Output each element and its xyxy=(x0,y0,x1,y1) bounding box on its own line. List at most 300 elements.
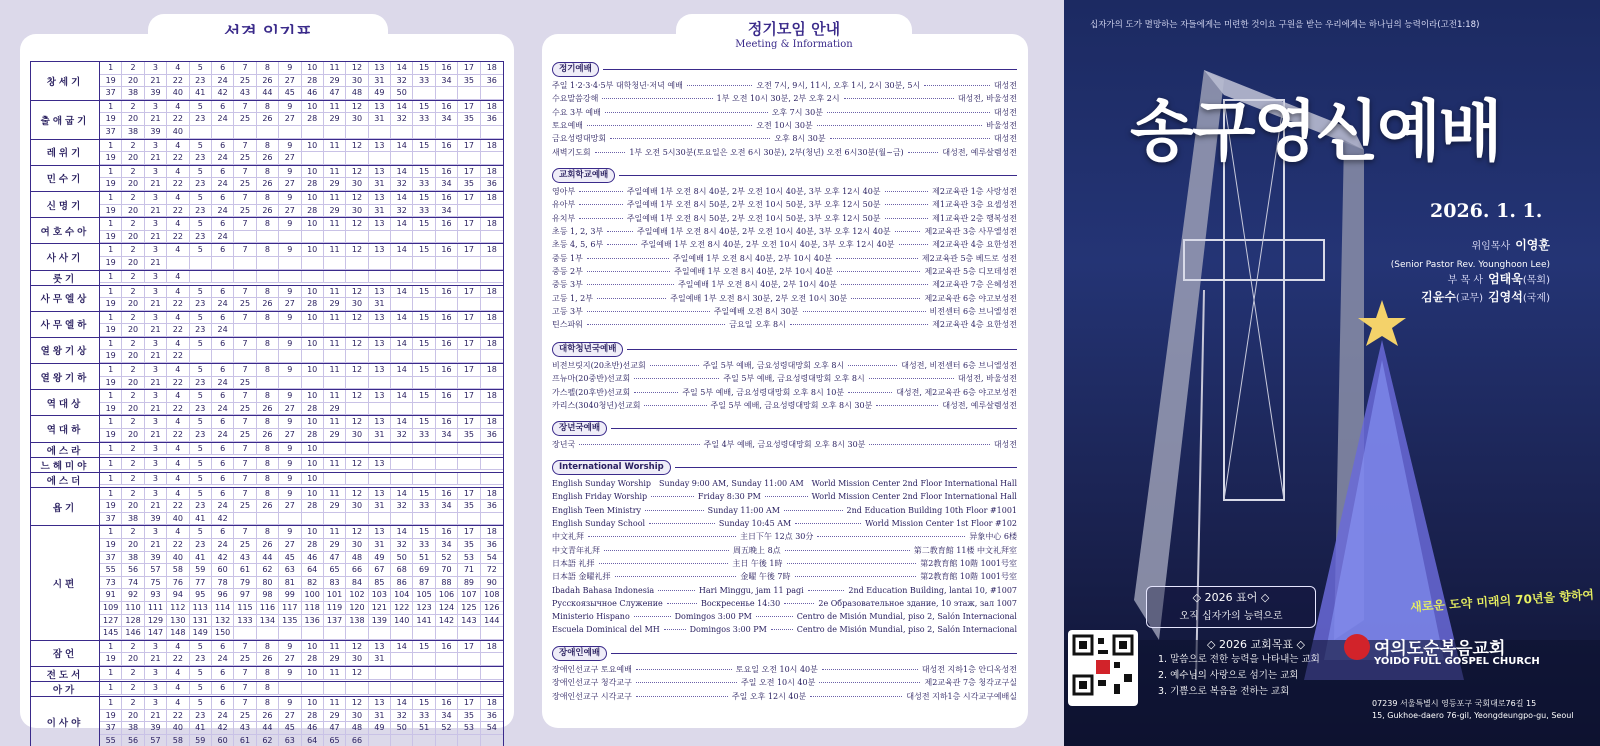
bible-chapter-cell xyxy=(391,627,413,640)
bible-chapter-grid xyxy=(100,458,504,472)
dot-leader xyxy=(841,284,928,285)
bible-chapter-cell: 12 xyxy=(346,140,368,153)
dot-leader xyxy=(607,231,633,232)
dot-leader xyxy=(651,496,694,497)
meeting-time: Hari Minggu, jam 11 pagi xyxy=(698,585,804,595)
bible-chapter-cell: 16 xyxy=(436,416,458,429)
meeting-place: Centro de Misión Mundial, piso 2, Salón Internacional xyxy=(796,625,1018,635)
bible-chapter-cell xyxy=(458,87,480,100)
bible-chapter-cell: 1 xyxy=(100,473,122,486)
bible-book-name: 사무엘상 xyxy=(30,286,100,311)
bible-chapter-cell: 4 xyxy=(167,166,189,179)
bible-chapter-cell: 51 xyxy=(413,722,435,735)
bible-book-name: 신명기 xyxy=(30,192,100,217)
bible-chapter-cell: 3 xyxy=(145,458,167,471)
bible-chapter-cell: 15 xyxy=(413,62,435,75)
bible-chapter-cell: 9 xyxy=(279,390,301,403)
bible-chapter-grid xyxy=(100,271,504,285)
bible-chapter-cell xyxy=(436,513,458,526)
bible-book-name: 레위기 xyxy=(30,140,100,165)
bible-book-name: 에스더 xyxy=(30,473,100,487)
meeting-name: 비전브릿지(20초반)선교회 xyxy=(552,361,646,371)
meeting-time: 1부 오전 10시 30분, 2부 오후 2시 xyxy=(716,94,840,104)
pastor-note-3: (교무) xyxy=(1455,293,1483,304)
bible-chapter-cell: 37 xyxy=(100,722,122,735)
bible-book-row xyxy=(30,363,504,390)
info-row xyxy=(552,119,1017,132)
bible-chapter-cell: 3 xyxy=(145,286,167,299)
bible-chapter-cell: 28 xyxy=(302,298,324,311)
bible-chapter-cell: 125 xyxy=(458,602,480,615)
bible-chapter-cell: 45 xyxy=(279,87,301,100)
bible-chapter-cell: 11 xyxy=(324,166,346,179)
bible-chapter-cell: 33 xyxy=(413,710,435,723)
bible-chapter-cell: 20 xyxy=(122,231,144,244)
bible-chapter-cell: 93 xyxy=(145,589,167,602)
bible-chapter-cell: 5 xyxy=(190,364,212,377)
bible-chapter-cell: 132 xyxy=(212,615,234,628)
info-row xyxy=(552,543,1017,556)
bible-chapter-cell xyxy=(302,126,324,139)
bible-chapter-cell: 11 xyxy=(324,244,346,257)
bible-chapter-cell: 30 xyxy=(346,653,368,666)
bible-chapter-cell xyxy=(257,377,279,390)
bible-chapter-cell: 15 xyxy=(413,526,435,539)
bible-chapter-cell xyxy=(302,324,324,337)
bible-chapter-cell: 12 xyxy=(346,416,368,429)
bible-chapter-cell: 18 xyxy=(481,641,503,654)
bible-chapter-cell: 18 xyxy=(481,364,503,377)
meeting-name: 中文青年礼拜 xyxy=(552,545,600,555)
bible-chapter-cell: 14 xyxy=(391,526,413,539)
bible-chapter-cell: 99 xyxy=(279,589,301,602)
bible-chapter-cell: 15 xyxy=(413,697,435,710)
bible-chapter-cell: 135 xyxy=(279,615,301,628)
meeting-name: 금요성령대망회 xyxy=(552,134,607,144)
bible-chapter-cell: 22 xyxy=(167,113,189,126)
bible-chapter-cell: 14 xyxy=(391,101,413,114)
bible-chapter-cell: 7 xyxy=(234,473,256,486)
bible-chapter-cell xyxy=(257,350,279,363)
bible-chapter-cell: 20 xyxy=(122,429,144,442)
meeting-name: 새벽기도회 xyxy=(552,147,591,157)
dot-leader xyxy=(587,271,670,272)
meeting-place: Centro de Misión Mundial, piso 2, Salón Internacional xyxy=(796,612,1017,622)
bible-chapter-cell: 96 xyxy=(212,589,234,602)
bible-chapter-cell: 47 xyxy=(324,722,346,735)
bible-chapter-cell: 4 xyxy=(167,312,189,325)
meeting-name: 초등 4, 5, 6부 xyxy=(552,240,604,250)
bible-chapter-cell: 35 xyxy=(458,178,480,191)
bible-chapter-cell xyxy=(481,231,503,244)
bible-chapter-cell: 1 xyxy=(100,697,122,710)
bible-chapter-cell: 36 xyxy=(481,75,503,88)
bible-chapter-cell: 97 xyxy=(234,589,256,602)
bible-chapter-cell: 18 xyxy=(481,390,503,403)
bible-chapter-cell: 2 xyxy=(122,390,144,403)
info-row xyxy=(552,305,1017,318)
bible-chapter-cell: 23 xyxy=(190,710,212,723)
bible-chapter-cell: 14 xyxy=(391,338,413,351)
bible-chapter-cell: 42 xyxy=(212,552,234,565)
bible-chapter-cell: 82 xyxy=(302,577,324,590)
meeting-place: 비전센터 6층 브니엘성전 xyxy=(929,306,1017,316)
bible-chapter-cell: 120 xyxy=(346,602,368,615)
bible-chapter-cell: 15 xyxy=(413,488,435,501)
bible-chapter-cell xyxy=(257,271,279,284)
bible-chapter-grid xyxy=(100,312,504,337)
bible-book-name: 시편 xyxy=(30,526,100,639)
bible-chapter-cell: 9 xyxy=(279,697,301,710)
meeting-name: 틴스파워 xyxy=(552,320,583,330)
meeting-time: 주일예배 1부 오전 8시 40분, 2부 오전 10시 40분, 3부 오후 12시 40분 xyxy=(640,240,895,250)
bible-chapter-cell: 42 xyxy=(212,513,234,526)
bible-chapter-cell xyxy=(458,126,480,139)
dot-leader xyxy=(795,523,861,524)
meeting-name: 장애인선교구 청각교구 xyxy=(552,678,632,688)
bible-chapter-cell: 62 xyxy=(257,735,279,746)
meeting-time: Воскресенье 14:30 xyxy=(700,598,781,608)
bible-chapter-cell xyxy=(436,152,458,165)
bible-chapter-cell: 10 xyxy=(302,526,324,539)
bible-chapter-cell: 14 xyxy=(391,218,413,231)
bible-chapter-cell: 13 xyxy=(369,458,391,471)
bible-book-row xyxy=(30,337,504,364)
bible-chapter-cell: 15 xyxy=(413,166,435,179)
bible-chapter-cell: 29 xyxy=(324,653,346,666)
meeting-name: 장년국 xyxy=(552,440,576,450)
bible-chapter-cell: 21 xyxy=(145,324,167,337)
bible-chapter-cell: 20 xyxy=(122,205,144,218)
bible-chapter-cell: 19 xyxy=(100,429,122,442)
bible-chapter-cell: 5 xyxy=(190,526,212,539)
church-name-kr: 여의도순복음교회 xyxy=(1374,639,1506,659)
bible-book-name: 느헤미야 xyxy=(30,458,100,472)
bible-chapter-cell: 9 xyxy=(279,286,301,299)
bible-chapter-cell: 16 xyxy=(436,218,458,231)
bible-chapter-cell: 11 xyxy=(324,416,346,429)
bible-chapter-cell: 11 xyxy=(324,667,346,680)
goal-3: 3. 기쁨으로 복음을 전하는 교회 xyxy=(1158,686,1290,697)
bible-chapter-cell xyxy=(458,403,480,416)
dot-leader xyxy=(579,191,623,192)
bible-chapter-cell: 22 xyxy=(167,350,189,363)
dot-leader xyxy=(687,85,753,86)
bible-chapter-cell: 5 xyxy=(190,641,212,654)
dot-leader xyxy=(869,378,954,379)
bible-chapter-cell: 6 xyxy=(212,390,234,403)
bible-chapter-cell: 14 xyxy=(391,416,413,429)
bible-chapter-cell: 98 xyxy=(257,589,279,602)
meeting-time: 金曜 午後 7時 xyxy=(740,572,791,582)
bible-chapter-cell: 10 xyxy=(302,312,324,325)
meeting-time: 주일예배 1부 오전 8시 30분, 2부 오전 10시 30분 xyxy=(670,293,848,303)
bible-chapter-cell xyxy=(413,377,435,390)
bible-chapter-cell: 13 xyxy=(369,166,391,179)
bible-chapter-cell xyxy=(436,667,458,680)
bible-chapter-cell: 9 xyxy=(279,526,301,539)
bible-chapter-cell: 21 xyxy=(145,539,167,552)
bible-chapter-cell: 8 xyxy=(257,390,279,403)
bible-chapter-cell xyxy=(436,403,458,416)
bible-chapter-cell: 19 xyxy=(100,324,122,337)
bible-chapter-cell: 55 xyxy=(100,564,122,577)
bible-chapter-cell: 4 xyxy=(167,271,189,284)
pastor-name-4: 김영석 xyxy=(1488,290,1523,304)
bible-chapter-cell: 84 xyxy=(346,577,368,590)
bible-chapter-cell: 2 xyxy=(122,682,144,695)
meeting-time: 주일예배 1부 오전 8시 40분, 2부 10시 40분 xyxy=(672,253,832,263)
bible-chapter-cell xyxy=(436,126,458,139)
bible-chapter-cell xyxy=(346,152,368,165)
bible-chapter-cell: 41 xyxy=(190,722,212,735)
bible-chapter-cell xyxy=(302,513,324,526)
bible-chapter-cell: 23 xyxy=(190,75,212,88)
bible-book-name: 여호수아 xyxy=(30,218,100,243)
bible-chapter-cell: 19 xyxy=(100,257,122,270)
assoc-pastor-note: (목회) xyxy=(1522,275,1550,286)
bible-book-row xyxy=(30,681,504,697)
dot-leader xyxy=(817,536,965,537)
bible-chapter-cell: 31 xyxy=(369,113,391,126)
bible-book-name: 전도서 xyxy=(30,667,100,681)
bible-book-name: 창세기 xyxy=(30,62,100,100)
bible-chapter-cell: 10 xyxy=(302,443,324,456)
bible-chapter-cell: 19 xyxy=(100,539,122,552)
bible-chapter-cell xyxy=(346,257,368,270)
info-row xyxy=(552,676,1017,689)
info-section-header xyxy=(552,62,1017,77)
bible-chapter-cell: 9 xyxy=(279,641,301,654)
bible-chapter-cell: 17 xyxy=(458,364,480,377)
bible-chapter-cell: 7 xyxy=(234,338,256,351)
bible-chapter-cell: 41 xyxy=(190,87,212,100)
meeting-time: 금요일 오후 8시 xyxy=(729,320,786,330)
bible-chapter-cell: 2 xyxy=(122,166,144,179)
bible-chapter-cell: 8 xyxy=(257,140,279,153)
bible-chapter-cell: 11 xyxy=(324,312,346,325)
bible-chapter-cell: 5 xyxy=(190,416,212,429)
meeting-place: 제2교육관 4층 요한성전 xyxy=(932,320,1018,330)
bible-chapter-cell: 15 xyxy=(413,364,435,377)
bible-chapter-cell: 8 xyxy=(257,312,279,325)
dot-leader xyxy=(836,258,918,259)
bible-chapter-cell xyxy=(413,458,435,471)
bible-chapter-cell: 15 xyxy=(413,192,435,205)
bible-chapter-cell: 25 xyxy=(234,75,256,88)
bible-chapter-cell: 31 xyxy=(369,429,391,442)
bible-chapter-cell: 11 xyxy=(324,338,346,351)
bible-chapter-cell: 50 xyxy=(391,722,413,735)
bible-chapter-cell: 24 xyxy=(212,539,234,552)
bible-chapter-cell: 21 xyxy=(145,231,167,244)
bible-chapter-cell: 5 xyxy=(190,697,212,710)
cover-verse: 십자가의 도가 멸망하는 자들에게는 미련한 것이요 구원을 받는 우리에게는 하나님의 능력이라(고전1:18) xyxy=(1090,20,1480,30)
bible-chapter-cell xyxy=(369,513,391,526)
bible-chapter-cell: 18 xyxy=(481,416,503,429)
church-name-en: YOIDO FULL GOSPEL CHURCH xyxy=(1374,656,1540,667)
meeting-time: 주일예배 오전 8시 30분 xyxy=(713,306,799,316)
bible-chapter-cell xyxy=(302,231,324,244)
bible-chapter-cell: 12 xyxy=(346,192,368,205)
bible-chapter-cell: 7 xyxy=(234,101,256,114)
bible-chapter-cell: 24 xyxy=(212,710,234,723)
qr-code[interactable] xyxy=(1068,630,1138,706)
bible-chapter-cell: 4 xyxy=(167,458,189,471)
bible-chapter-cell: 4 xyxy=(167,526,189,539)
bible-chapter-cell: 2 xyxy=(122,526,144,539)
info-row xyxy=(552,597,1017,610)
bible-chapter-cell: 10 xyxy=(302,641,324,654)
dot-leader xyxy=(885,218,929,219)
bible-chapter-cell: 18 xyxy=(481,140,503,153)
bible-chapter-cell: 49 xyxy=(369,87,391,100)
bible-chapter-cell: 81 xyxy=(279,577,301,590)
bible-chapter-cell: 1 xyxy=(100,271,122,284)
bible-chapter-cell xyxy=(391,458,413,471)
dot-leader xyxy=(885,191,929,192)
bible-chapter-cell: 18 xyxy=(481,312,503,325)
bible-chapter-cell: 17 xyxy=(458,218,480,231)
bible-chapter-cell: 19 xyxy=(100,113,122,126)
bible-chapter-cell: 7 xyxy=(234,416,256,429)
bible-chapter-cell: 10 xyxy=(302,390,324,403)
bible-chapter-cell xyxy=(346,271,368,284)
bible-chapter-cell: 2 xyxy=(122,271,144,284)
info-section-title: 대학청년국예배 xyxy=(552,342,623,357)
bible-chapter-cell: 1 xyxy=(100,526,122,539)
bible-chapter-cell: 23 xyxy=(190,205,212,218)
bible-chapter-cell xyxy=(458,205,480,218)
bible-chapter-cell: 142 xyxy=(436,615,458,628)
meeting-place: 대성전, 바울성전 xyxy=(957,374,1018,384)
bible-chapter-cell: 28 xyxy=(302,403,324,416)
bible-chapter-cell: 33 xyxy=(413,429,435,442)
bible-chapter-cell xyxy=(481,473,503,486)
motto-box xyxy=(1146,586,1316,628)
bible-chapter-cell: 17 xyxy=(458,416,480,429)
info-title: 정기모임 안내 xyxy=(747,20,841,38)
bible-chapter-cell xyxy=(190,257,212,270)
bible-chapter-cell: 23 xyxy=(190,178,212,191)
bible-chapter-cell: 73 xyxy=(100,577,122,590)
bible-chapter-cell: 76 xyxy=(167,577,189,590)
bible-chapter-cell: 16 xyxy=(436,244,458,257)
bible-chapter-cell xyxy=(212,126,234,139)
bible-chapter-cell: 149 xyxy=(190,627,212,640)
bible-book-name: 출애굽기 xyxy=(30,101,100,139)
dot-leader xyxy=(644,405,706,406)
meeting-place: 제2교육관 4층 요한성전 xyxy=(932,240,1018,250)
bible-chapter-cell: 24 xyxy=(212,75,234,88)
bible-chapter-cell: 15 xyxy=(413,218,435,231)
dot-leader xyxy=(610,138,770,139)
bible-chapter-cell xyxy=(257,513,279,526)
bible-chapter-cell: 20 xyxy=(122,152,144,165)
bible-chapter-cell: 28 xyxy=(302,500,324,513)
bible-chapter-cell: 6 xyxy=(212,338,234,351)
bible-chapter-grid xyxy=(100,166,504,191)
bible-chapter-cell: 23 xyxy=(190,298,212,311)
bible-chapter-cell xyxy=(234,324,256,337)
dot-leader xyxy=(587,324,725,325)
bible-chapter-cell: 35 xyxy=(458,75,480,88)
bible-chapter-cell: 34 xyxy=(436,429,458,442)
bible-chapter-cell: 17 xyxy=(458,192,480,205)
bible-chapter-cell: 43 xyxy=(234,722,256,735)
goal-1: 1. 말씀으로 전한 능력을 나타내는 교회 xyxy=(1158,654,1320,665)
meeting-name: Escuela Dominical del MH xyxy=(552,625,660,635)
bible-chapter-cell: 26 xyxy=(257,113,279,126)
bible-chapter-cell: 11 xyxy=(324,488,346,501)
bible-chapter-grid xyxy=(100,101,504,139)
bible-chapter-cell: 128 xyxy=(122,615,144,628)
bible-chapter-cell: 113 xyxy=(190,602,212,615)
bible-chapter-cell: 37 xyxy=(100,552,122,565)
bible-chapter-cell: 9 xyxy=(279,192,301,205)
bible-chapter-cell: 26 xyxy=(257,205,279,218)
bible-chapter-cell: 106 xyxy=(436,589,458,602)
bible-chapter-cell xyxy=(212,350,234,363)
bible-chapter-cell: 27 xyxy=(279,539,301,552)
meeting-time: 주일 4부 예배, 금요성령대망회 오후 8시 30분 xyxy=(703,440,866,450)
dot-leader xyxy=(664,629,686,630)
bible-chapter-cell: 79 xyxy=(234,577,256,590)
bible-chapter-cell: 4 xyxy=(167,473,189,486)
bible-chapter-cell: 23 xyxy=(190,500,212,513)
bible-chapter-cell: 17 xyxy=(458,338,480,351)
bible-chapter-cell xyxy=(302,271,324,284)
bible-chapter-cell: 13 xyxy=(369,101,391,114)
bible-chapter-cell xyxy=(391,298,413,311)
bible-chapter-cell: 8 xyxy=(257,101,279,114)
bible-chapter-cell: 39 xyxy=(145,722,167,735)
bible-chapter-cell: 45 xyxy=(279,552,301,565)
bible-chapter-cell: 19 xyxy=(100,377,122,390)
bible-chapter-cell: 8 xyxy=(257,641,279,654)
bible-chapter-cell: 4 xyxy=(167,338,189,351)
bible-chapter-cell: 1 xyxy=(100,62,122,75)
bible-chapter-cell: 2 xyxy=(122,338,144,351)
bible-chapter-cell: 2 xyxy=(122,286,144,299)
bible-chapter-cell: 20 xyxy=(122,539,144,552)
bible-chapter-cell: 26 xyxy=(257,653,279,666)
bible-chapter-cell: 33 xyxy=(413,500,435,513)
bible-chapter-cell: 5 xyxy=(190,443,212,456)
bible-chapter-cell: 9 xyxy=(279,458,301,471)
bible-chapter-cell: 83 xyxy=(324,577,346,590)
dot-leader xyxy=(895,231,921,232)
bible-chapter-cell: 11 xyxy=(324,697,346,710)
bible-chapter-cell xyxy=(413,513,435,526)
meeting-place: 제2교육관 5층 베드로 성전 xyxy=(921,253,1017,263)
bible-chapter-cell: 4 xyxy=(167,244,189,257)
bible-chapter-cell: 5 xyxy=(190,458,212,471)
bible-chapter-cell: 33 xyxy=(413,539,435,552)
bible-chapter-cell: 22 xyxy=(167,377,189,390)
bible-chapter-cell: 8 xyxy=(257,488,279,501)
bible-chapter-cell xyxy=(413,667,435,680)
bible-chapter-cell: 12 xyxy=(346,286,368,299)
bible-chapter-cell xyxy=(369,350,391,363)
meeting-name: 가스펠(20후반)선교회 xyxy=(552,387,631,397)
bible-chapter-cell: 16 xyxy=(436,641,458,654)
meeting-name: English Sunday Worship xyxy=(552,479,652,489)
bible-chapter-cell: 1 xyxy=(100,101,122,114)
assoc-pastor-line xyxy=(1448,268,1550,287)
dot-leader xyxy=(810,696,902,697)
bible-chapter-cell: 56 xyxy=(122,564,144,577)
